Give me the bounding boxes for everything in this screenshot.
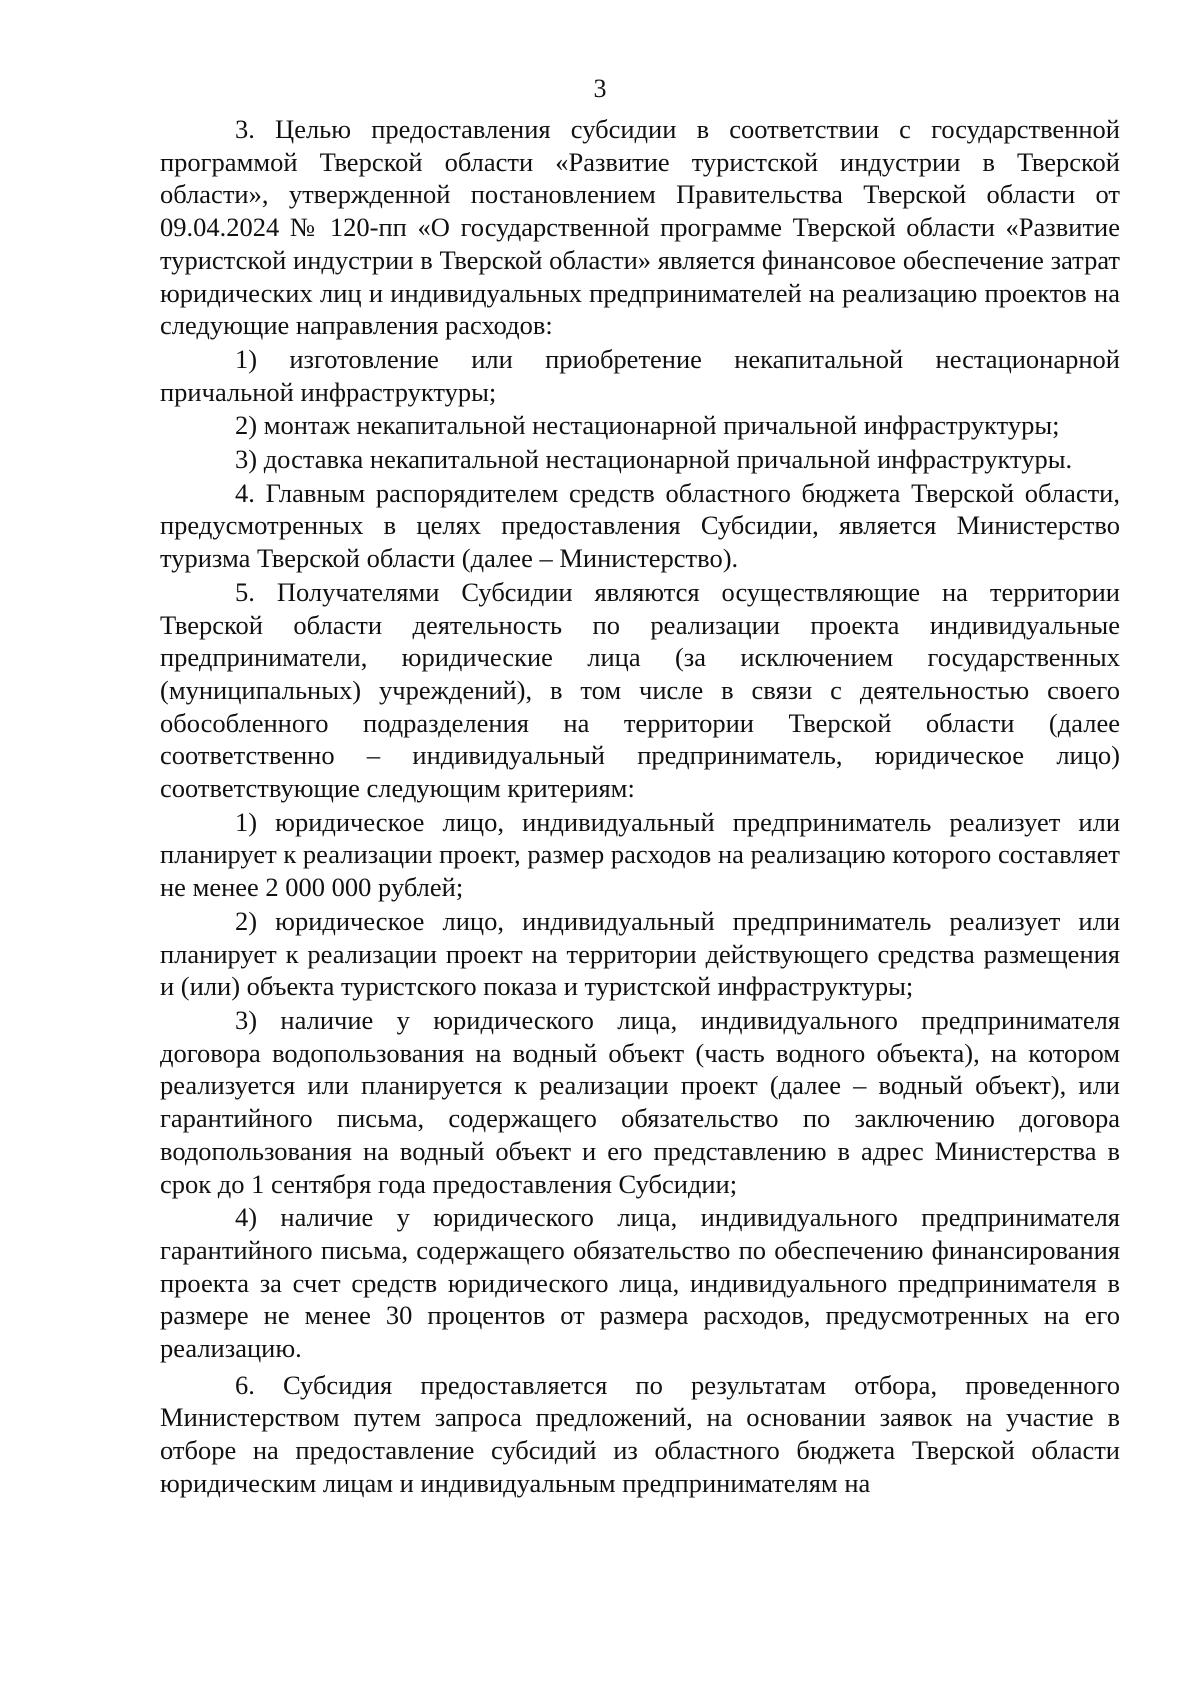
criterion-1-project-cost: 1) юридическое лицо, индивидуальный предприниматель реализует или планирует к реализации проект, размер расходов на реализацию которого составляет не менее 2 000 000 рублей;: [160, 806, 1120, 903]
document-body: [160, 113, 1120, 1500]
criterion-4-guarantee-letter: 4) наличие у юридического лица, индивидуального предпринимателя гарантийного письма, содержащего обязательство по обеспечению финансирования проекта за счет средств юридического лица, индивидуального предпринимателя в размере не менее 30 процентов от размера расходов, предусмотренных на его реализацию.: [160, 1202, 1120, 1364]
criterion-2-territory: 2) юридическое лицо, индивидуальный предприниматель реализует или планирует к реализации проект на территории действующего средства размещения и (или) объекта туристского показа и туристской инфраструктуры;: [160, 905, 1120, 1002]
criterion-3-water-use: 3) наличие у юридического лица, индивидуального предпринимателя договора водопользования на водный объект (часть водного объекта), на котором реализуется или планируется к реализации проект (далее – водный объект), или гарантийного письма, содержащего обязательство по заключению договора водопользования на водный объект и его представлению в адрес Министерства в срок до 1 сентября года предоставления Субсидии;: [160, 1004, 1120, 1199]
page-number: 3: [593, 74, 607, 103]
paragraph-3-purpose: 3. Целью предоставления субсидии в соответствии с государственной программой Тверской области «Развитие туристской индустрии в Тверской области», утвержденной постановлением Правительства Тверской области от 09.04.2024 № 120-пп «О государственной программе Тверской области «Развитие туристской индустрии в Тверской области» является финансовое обеспечение затрат юридических лиц и индивидуальных предпринимателей на реализацию проектов на следующие направления расходов:: [160, 114, 1120, 341]
list-item-installation: 2) монтаж некапитальной нестационарной причальной инфраструктуры;: [235, 410, 1060, 441]
list-item-manufacture: 1) изготовление или приобретение некапитальной нестационарной причальной инфраструктуры;: [160, 343, 1120, 407]
paragraph-6-selection: 6. Субсидия предоставляется по результатам отбора, проведенного Министерством путем запроса предложений, на основании заявок на участие в отборе на предоставление субсидий из областного бюджета Тверской области юридическим лицам и индивидуальным предпринимателям на: [160, 1369, 1120, 1498]
list-item-delivery: 3) доставка некапитальной нестационарной причальной инфраструктуры.: [235, 444, 1073, 475]
paragraph-5-recipients: 5. Получателями Субсидии являются осуществляющие на территории Тверской области деятельность по реализации проекта индивидуальные предприниматели, юридические лица (за исключением государственных (муниципальных) учреждений), в том числе в связи с деятельностью своего обособленного подразделения на территории Тверской области (далее соответственно – индивидуальный предприниматель, юридическое лицо) соответствующие следующим критериям:: [160, 576, 1120, 804]
paragraph-4-main-manager: 4. Главным распорядителем средств областного бюджета Тверской области, предусмотренных в целях предоставления Субсидии, является Министерство туризма Тверской области (далее – Министерство).: [160, 477, 1120, 574]
